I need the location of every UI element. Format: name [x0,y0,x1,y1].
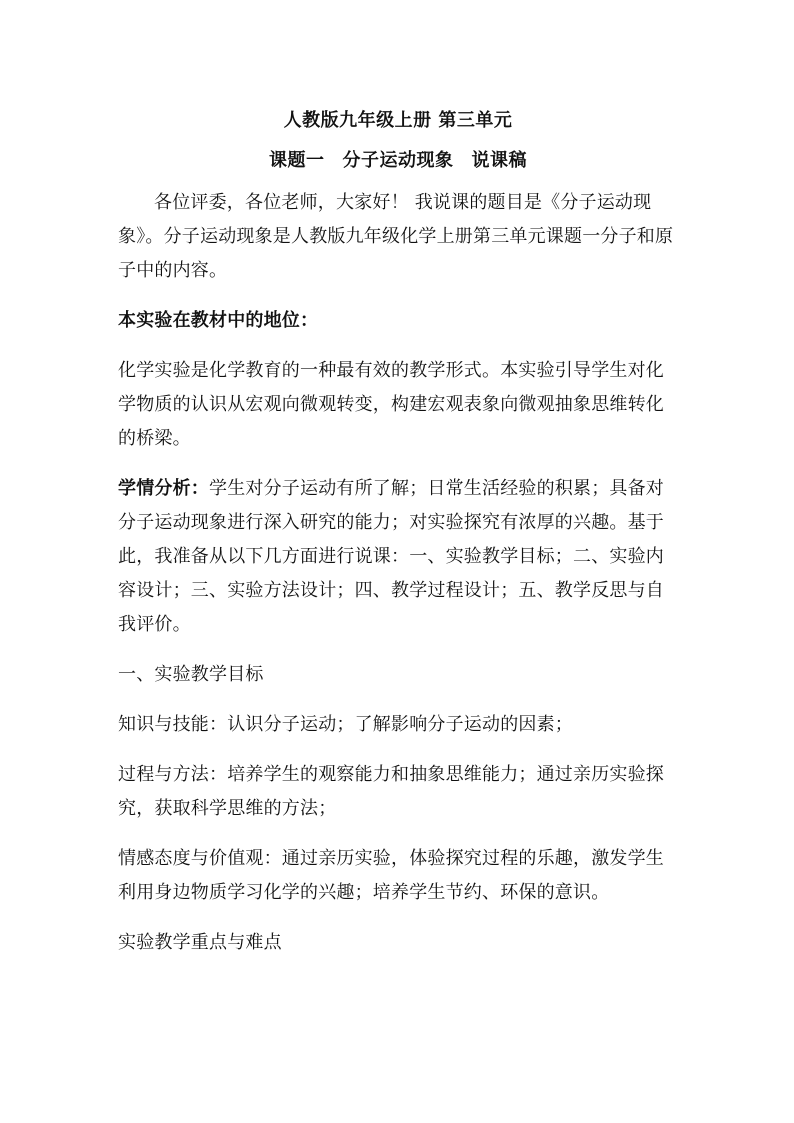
intro-paragraph: 各位评委，各位老师，大家好！ 我说课的题目是《分子运动现象》。分子运动现象是人教版九年级化学上册第三单元课题一分子和原子中的内容。 [118,192,674,281]
goal-process: 过程与方法：培养学生的观察能力和抽象思维能力；通过亲历实验探究，获取科学思维的方法； [118,764,664,819]
key-points-heading: 实验教学重点与难点 [118,932,282,953]
subtitle-part-3: 说课稿 [471,150,527,171]
document-title [118,104,678,138]
title-line-1: 人教版九年级上册 第三单元 [283,110,513,131]
position-heading: 本实验在教材中的地位： [118,310,319,331]
position-paragraph: 化学实验是化学教育的一种最有效的教学形式。本实验引导学生对化学物质的认识从宏观向微观转变，构建宏观表象向微观抽象思维转化的桥梁。 [118,360,664,449]
analysis-heading: 学情分析： [118,478,209,499]
analysis-body: 学生对分子运动有所了解；日常生活经验的积累；具备对分子运动现象进行深入研究的能力；对实验探究有浓厚的兴趣。基于此，我准备从以下几方面进行说课：一、实验教学目标；二、实验内容设计；三、实验方法设计；四、教学过程设计；五、教学反思与自我评价。 [118,478,664,635]
analysis-paragraph [118,472,678,642]
document-content [118,104,678,976]
goal-emotion: 情感态度与价值观：通过亲历实验，体验探究过程的乐趣，激发学生利用身边物质学习化学的兴趣；培养学生节约、环保的意识。 [118,848,664,903]
document-subtitle [118,144,678,178]
goal-knowledge: 知识与技能：认识分子运动；了解影响分子运动的因素； [118,714,573,735]
subtitle-part-2: 分子运动现象 [342,150,454,171]
goals-heading: 一、实验教学目标 [118,664,264,685]
subtitle-part-1: 课题一 [269,150,325,171]
